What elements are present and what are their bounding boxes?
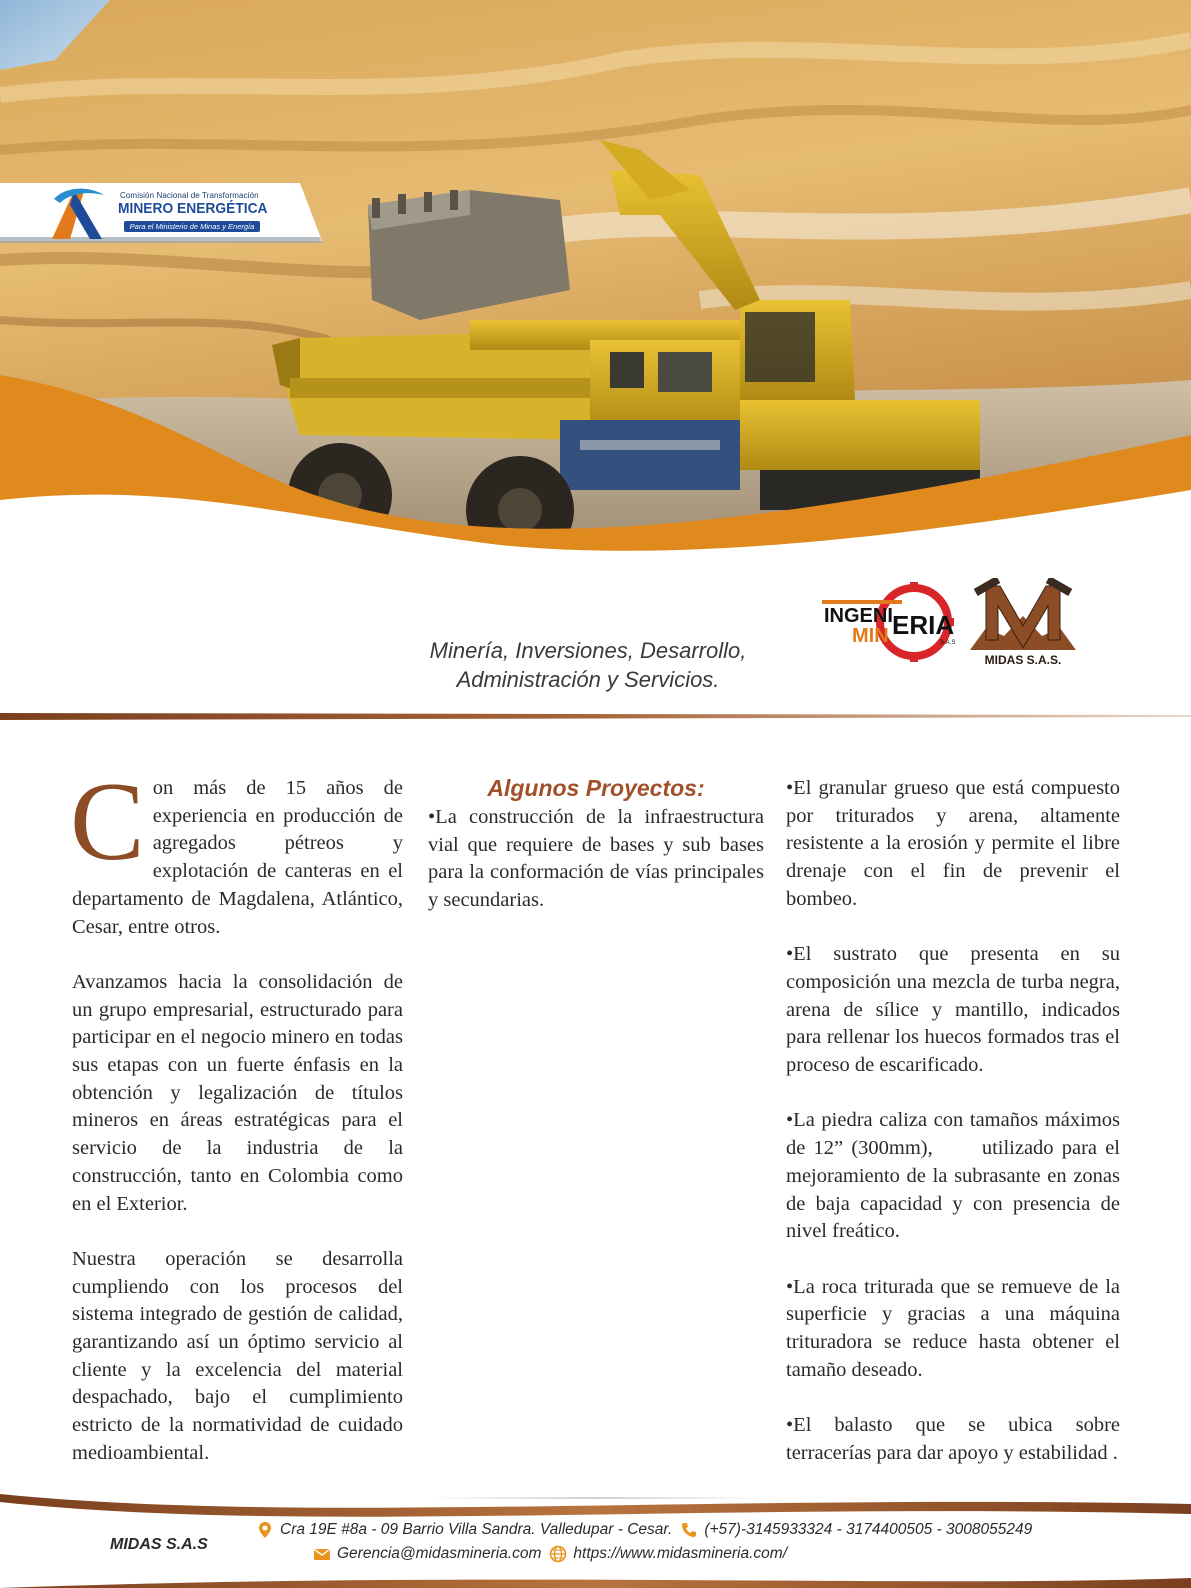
footer-brand: MIDAS S.A.S [110,1536,208,1553]
material-item-caliza: •La piedra caliza con tamaños máximos de 12” (300mm), utilizado para el mejoramiento de la subrasante en zonas de baja capacidad y con presencia de nivel freático. [786,1109,1126,1243]
footer-website[interactable]: https://www.midasmineria.com/ [573,1545,788,1562]
footer-contact-line-2 [313,1545,787,1563]
project-item-infraestructura: •La construcción de la infraestructura vial que requiere de bases y sub bases para la conformación de vías principales y secundarias. [428,806,764,912]
company-tagline [378,636,798,694]
ingenieria-mineria-logo [822,582,962,664]
cnme-logo-icon [44,185,112,241]
material-item-sustrato: •El sustrato que presenta en su composición una mezcla de turba negra, arena de sílice y mantillo, indicados para rellenar los huecos formados tras el proceso de escarificado. [786,943,1120,1077]
footer-phones[interactable]: (+57)-3145933324 - 3174400505 - 3008055249 [704,1521,1033,1538]
logo-text-ingeni: INGENI [824,605,893,627]
globe-icon [549,1545,567,1563]
tagline-line-1: Minería, Inversiones, Desarrollo, [429,638,747,663]
footer-address: Cra 19E #8a - 09 Barrio Villa Sandra. Valledupar - Cesar. [280,1521,673,1538]
logo-text-min: MIN [852,625,889,647]
footer-contact-line-1 [256,1521,1032,1539]
column-projects [428,774,764,943]
badge-subtitle: Para el Ministerio de Minas y Energía [124,221,260,232]
logo-text-sas: S.A.S [940,640,956,646]
footer-email[interactable]: Gerencia@midasmineria.com [337,1545,542,1562]
about-paragraph-1 [70,760,403,941]
material-item-granular: •El granular grueso que está compuesto por triturados y arena, altamente resistente a la erosión y permite el libre drenaje con el fin de prevenir el bombeo. [786,777,1120,910]
about-paragraph-2: Avanzamos hacia la consolidación de un grupo empresarial, estructurado para participar en el negocio minero en todas sus etapas con un fuerte énfasis en la obtención y legalización de títulos mineros en áreas estratégicas para el servicio de la industria de la construcción, tanto en Colombia como en el Exterior. [72,970,403,1215]
drop-cap: C [70,760,145,884]
projects-heading: Algunos Proyectos: [487,775,705,801]
email-icon [313,1545,331,1563]
midas-logo [966,578,1080,670]
tagline-line-2: Administración y Servicios. [456,667,720,692]
badge-title: MINERO ENERGÉTICA [118,200,268,217]
logo-text-eria: ERIA [892,610,955,640]
phone-icon [680,1521,698,1539]
column-materials [786,775,1126,1495]
material-item-roca: •La roca triturada que se remueve de la superficie y gracias a una máquina trituradora se reduce hasta obtener el tamaño deseado. [786,1275,1120,1381]
about-paragraph-1-text: on más de 15 años de experiencia en producción de agregados pétreos y explotación de canteras en el departamento de Magdalena, Atlántico, Cesar, entre otros. [72,777,403,938]
column-about [70,760,403,1495]
location-pin-icon [256,1521,274,1539]
material-item-balasto: •El balasto que se ubica sobre terracerías para dar apoyo y estabilidad . [786,1414,1120,1464]
mining-photo [0,0,1191,560]
cnme-badge [0,183,322,243]
hero-banner [0,0,1191,560]
about-paragraph-3: Nuestra operación se desarrolla cumpliendo con los procesos del sistema integrado de gestión de calidad, garantizando así un óptimo servicio al cliente y la excelencia del material despachado, bajo el cumplimiento estricto de la normatividad de cuidado medioambiental. [72,1247,403,1464]
badge-small-text: Comisión Nacional de Transformación [120,191,259,200]
midas-logo-caption: MIDAS S.A.S. [984,653,1062,667]
section-divider [0,712,1191,721]
